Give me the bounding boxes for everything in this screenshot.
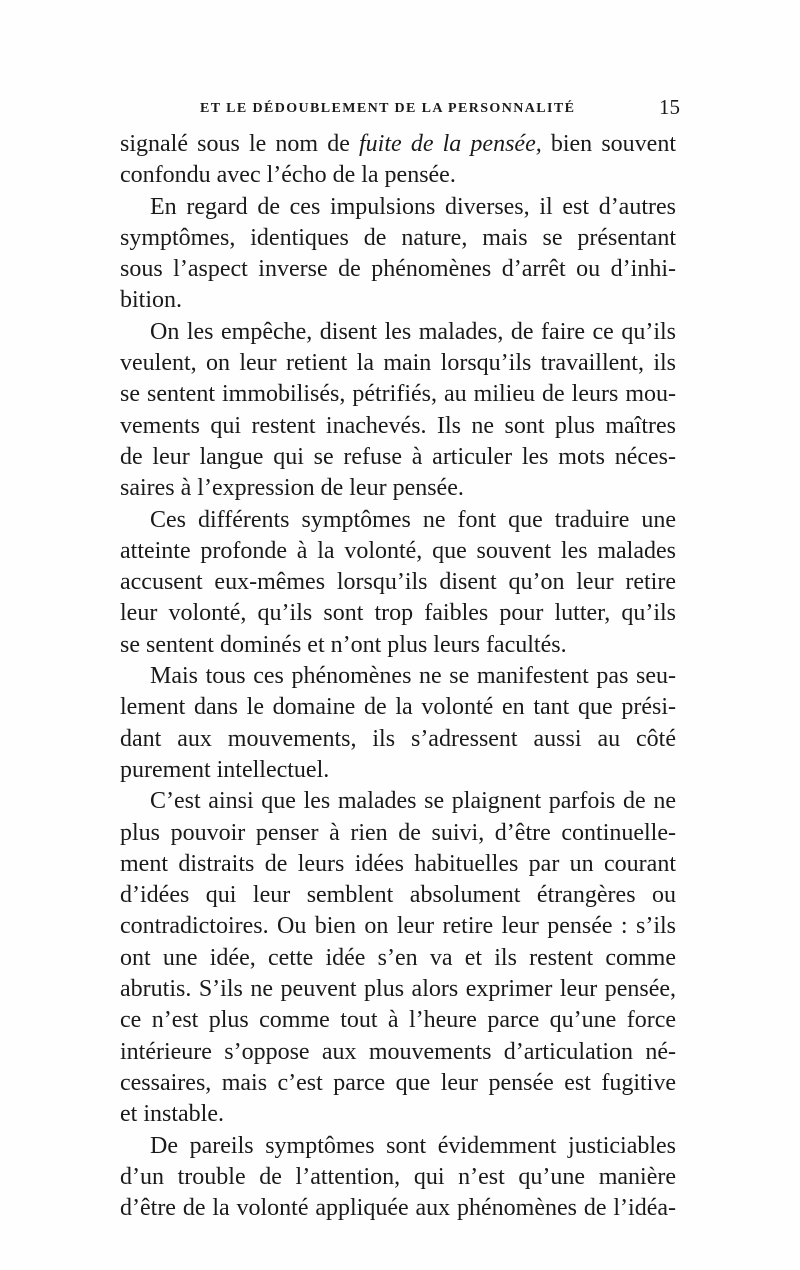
text-line: signalé sous le nom de fuite de la pensée, bien souvent xyxy=(120,131,676,157)
paragraph-7 xyxy=(120,1131,676,1225)
text-line: confondu avec l’écho de la pensée. xyxy=(120,162,456,189)
paragraph-1 xyxy=(120,129,676,192)
text-line: purement intellectuel. xyxy=(120,756,330,783)
text-line: et instable. xyxy=(120,1101,224,1128)
text-line: de leur langue qui se refuse à articuler les mots néces- xyxy=(120,443,676,470)
text-line: abrutis. S’ils ne peuvent plus alors exprimer leur pensée, xyxy=(120,976,676,1003)
text-line: leur volonté, qu’ils sont trop faibles pour lutter, qu’ils xyxy=(120,600,676,627)
running-title: ET LE DÉDOUBLEMENT DE LA PERSONNALITÉ xyxy=(200,101,576,116)
text-line: atteinte profonde à la volonté, que souvent les malades xyxy=(120,537,676,564)
text-line: saires à l’expression de leur pensée. xyxy=(120,475,464,502)
text-line: veulent, on leur retient la main lorsqu’ils travaillent, ils xyxy=(120,350,676,377)
text-line: C’est ainsi que les malades se plaignent parfois de ne xyxy=(150,788,676,815)
page-number: 15 xyxy=(659,95,680,119)
text-line: d’un trouble de l’attention, qui n’est qu’une manière xyxy=(120,1163,676,1190)
body-text xyxy=(120,129,676,1224)
text-line: En regard de ces impulsions diverses, il est d’autres xyxy=(150,193,676,220)
text-line: d’idées qui leur semblent absolument étrangères ou xyxy=(120,882,676,909)
text-line: ment distraits de leurs idées habituelles par un courant xyxy=(120,850,676,877)
text-line: d’être de la volonté appliquée aux phénomènes de l’idéa- xyxy=(120,1195,676,1222)
text-line: se sentent dominés et n’ont plus leurs facultés. xyxy=(120,631,567,658)
text-line: On les empêche, disent les malades, de faire ce qu’ils xyxy=(150,318,676,345)
text-line: ont une idée, cette idée s’en va et ils restent comme xyxy=(120,944,676,971)
paragraph-6 xyxy=(120,786,676,1130)
text-line: plus pouvoir penser à rien de suivi, d’être continuelle- xyxy=(120,819,676,846)
text-line: vements qui restent inachevés. Ils ne sont plus maîtres xyxy=(120,412,676,439)
running-head xyxy=(120,97,680,127)
paragraph-4 xyxy=(120,505,676,661)
italic-phrase: fuite de la pensée, xyxy=(359,131,542,157)
text-line: sous l’aspect inverse de phénomènes d’arrêt ou d’inhi- xyxy=(120,256,676,283)
text-line: Mais tous ces phénomènes ne se manifestent pas seu- xyxy=(150,663,676,690)
text-line: Ces différents symptômes ne font que traduire une xyxy=(150,506,676,533)
text-line: contradictoires. Ou bien on leur retire leur pensée : s’ils xyxy=(120,913,676,940)
paragraph-3 xyxy=(120,317,676,505)
text-line: cessaires, mais c’est parce que leur pensée est fugitive xyxy=(120,1069,676,1096)
text-line: bition. xyxy=(120,287,183,314)
text-line: dant aux mouvements, ils s’adressent aussi au côté xyxy=(120,725,676,752)
text-line: lement dans le domaine de la volonté en tant que prési- xyxy=(120,694,676,721)
paragraph-5 xyxy=(120,661,676,786)
text-line: De pareils symptômes sont évidemment justiciables xyxy=(150,1132,676,1159)
text-line: accusent eux-mêmes lorsqu’ils disent qu’on leur retire xyxy=(120,569,676,596)
text-line: se sentent immobilisés, pétrifiés, au milieu de leurs mou- xyxy=(120,381,676,408)
text-line: ce n’est plus comme tout à l’heure parce qu’une force xyxy=(120,1007,676,1034)
text-line: symptômes, identiques de nature, mais se présentant xyxy=(120,224,676,251)
text-line: intérieure s’oppose aux mouvements d’articulation né- xyxy=(120,1038,676,1065)
paragraph-2 xyxy=(120,192,676,317)
